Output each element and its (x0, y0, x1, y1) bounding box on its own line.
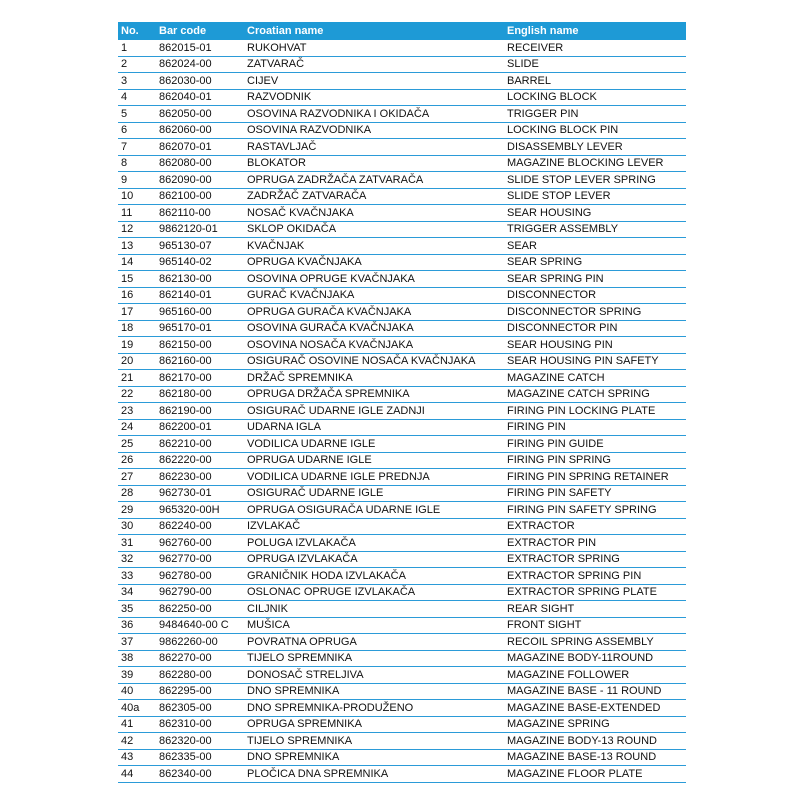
table-row (118, 733, 686, 750)
cell-barcode: 965320-00H (156, 502, 244, 519)
table-row (118, 337, 686, 354)
cell-barcode: 862250-00 (156, 601, 244, 618)
cell-barcode: 862090-00 (156, 172, 244, 189)
table-row (118, 749, 686, 766)
cell-barcode: 862280-00 (156, 667, 244, 684)
cell-barcode: 862240-00 (156, 518, 244, 535)
cell-croatian-name: RUKOHVAT (244, 40, 504, 56)
table-row (118, 386, 686, 403)
table-row (118, 601, 686, 618)
cell-no: 31 (118, 535, 156, 552)
cell-no: 44 (118, 766, 156, 783)
cell-english-name: DISCONNECTOR (504, 287, 686, 304)
cell-barcode: 862030-00 (156, 73, 244, 90)
cell-barcode: 862295-00 (156, 683, 244, 700)
cell-croatian-name: CILJNIK (244, 601, 504, 618)
table-row (118, 122, 686, 139)
cell-croatian-name: POVRATNA OPRUGA (244, 634, 504, 651)
cell-barcode: 862320-00 (156, 733, 244, 750)
cell-barcode: 862310-00 (156, 716, 244, 733)
table-row (118, 139, 686, 156)
cell-english-name: SLIDE STOP LEVER SPRING (504, 172, 686, 189)
cell-barcode: 862305-00 (156, 700, 244, 717)
cell-croatian-name: CIJEV (244, 73, 504, 90)
parts-table (118, 22, 686, 783)
table-row (118, 320, 686, 337)
table-header (118, 22, 686, 40)
table-row (118, 452, 686, 469)
table-row (118, 568, 686, 585)
table-row (118, 436, 686, 453)
cell-english-name: MAGAZINE FOLLOWER (504, 667, 686, 684)
cell-croatian-name: OSOVINA OPRUGE KVAČNJAKA (244, 271, 504, 288)
cell-no: 3 (118, 73, 156, 90)
cell-english-name: SEAR HOUSING PIN SAFETY (504, 353, 686, 370)
cell-barcode: 862024-00 (156, 56, 244, 73)
cell-english-name: FIRING PIN LOCKING PLATE (504, 403, 686, 420)
cell-croatian-name: DRŽAČ SPREMNIKA (244, 370, 504, 387)
cell-no: 26 (118, 452, 156, 469)
cell-english-name: EXTRACTOR PIN (504, 535, 686, 552)
cell-no: 10 (118, 188, 156, 205)
cell-croatian-name: OSIGURAČ OSOVINE NOSAČA KVAČNJAKA (244, 353, 504, 370)
cell-english-name: MAGAZINE BASE-13 ROUND (504, 749, 686, 766)
cell-no: 15 (118, 271, 156, 288)
cell-no: 7 (118, 139, 156, 156)
cell-no: 9 (118, 172, 156, 189)
cell-croatian-name: DNO SPREMNIKA (244, 749, 504, 766)
header-english-name: English name (504, 22, 686, 40)
cell-no: 16 (118, 287, 156, 304)
cell-croatian-name: DNO SPREMNIKA (244, 683, 504, 700)
cell-no: 5 (118, 106, 156, 123)
cell-barcode: 965130-07 (156, 238, 244, 255)
cell-english-name: MAGAZINE CATCH (504, 370, 686, 387)
cell-no: 23 (118, 403, 156, 420)
cell-english-name: SEAR (504, 238, 686, 255)
cell-barcode: 862220-00 (156, 452, 244, 469)
cell-english-name: LOCKING BLOCK PIN (504, 122, 686, 139)
cell-no: 34 (118, 584, 156, 601)
cell-croatian-name: OPRUGA DRŽAČA SPREMNIKA (244, 386, 504, 403)
cell-croatian-name: DONOSAČ STRELJIVA (244, 667, 504, 684)
cell-no: 38 (118, 650, 156, 667)
table-row (118, 485, 686, 502)
cell-no: 40a (118, 700, 156, 717)
cell-barcode: 9484640-00 C (156, 617, 244, 634)
cell-croatian-name: OSIGURAČ UDARNE IGLE ZADNJI (244, 403, 504, 420)
cell-english-name: MAGAZINE BODY-13 ROUND (504, 733, 686, 750)
cell-no: 32 (118, 551, 156, 568)
cell-english-name: SLIDE STOP LEVER (504, 188, 686, 205)
cell-barcode: 862160-00 (156, 353, 244, 370)
cell-barcode: 862110-00 (156, 205, 244, 222)
cell-croatian-name: RASTAVLJAČ (244, 139, 504, 156)
cell-croatian-name: OPRUGA KVAČNJAKA (244, 254, 504, 271)
cell-no: 24 (118, 419, 156, 436)
cell-english-name: FIRING PIN GUIDE (504, 436, 686, 453)
cell-barcode: 862230-00 (156, 469, 244, 486)
cell-barcode: 862340-00 (156, 766, 244, 783)
header-no: No. (118, 22, 156, 40)
table-row (118, 40, 686, 56)
table-row (118, 683, 686, 700)
cell-croatian-name: PLOČICA DNA SPREMNIKA (244, 766, 504, 783)
cell-no: 28 (118, 485, 156, 502)
cell-barcode: 862180-00 (156, 386, 244, 403)
cell-no: 19 (118, 337, 156, 354)
cell-croatian-name: RAZVODNIK (244, 89, 504, 106)
table-row (118, 634, 686, 651)
cell-no: 8 (118, 155, 156, 172)
cell-english-name: MAGAZINE BLOCKING LEVER (504, 155, 686, 172)
cell-no: 1 (118, 40, 156, 56)
cell-croatian-name: ZADRŽAČ ZATVARAČA (244, 188, 504, 205)
table-row (118, 502, 686, 519)
table-row (118, 667, 686, 684)
cell-no: 33 (118, 568, 156, 585)
cell-no: 11 (118, 205, 156, 222)
table-row (118, 172, 686, 189)
cell-english-name: EXTRACTOR (504, 518, 686, 535)
table-row (118, 469, 686, 486)
table-row (118, 56, 686, 73)
cell-barcode: 962770-00 (156, 551, 244, 568)
cell-english-name: MAGAZINE BASE-EXTENDED (504, 700, 686, 717)
cell-english-name: TRIGGER PIN (504, 106, 686, 123)
cell-english-name: FIRING PIN (504, 419, 686, 436)
cell-croatian-name: OPRUGA OSIGURAČA UDARNE IGLE (244, 502, 504, 519)
cell-croatian-name: SKLOP OKIDAČA (244, 221, 504, 238)
cell-barcode: 862050-00 (156, 106, 244, 123)
cell-english-name: SEAR SPRING (504, 254, 686, 271)
cell-croatian-name: ZATVARAČ (244, 56, 504, 73)
cell-english-name: RECEIVER (504, 40, 686, 56)
cell-barcode: 962730-01 (156, 485, 244, 502)
cell-barcode: 862080-00 (156, 155, 244, 172)
cell-croatian-name: VODILICA UDARNE IGLE (244, 436, 504, 453)
cell-english-name: FIRING PIN SPRING RETAINER (504, 469, 686, 486)
table-row (118, 650, 686, 667)
table-row (118, 106, 686, 123)
cell-no: 17 (118, 304, 156, 321)
cell-english-name: SEAR SPRING PIN (504, 271, 686, 288)
table-row (118, 535, 686, 552)
cell-no: 40 (118, 683, 156, 700)
cell-english-name: SEAR HOUSING (504, 205, 686, 222)
cell-english-name: RECOIL SPRING ASSEMBLY (504, 634, 686, 651)
cell-barcode: 862060-00 (156, 122, 244, 139)
cell-croatian-name: TIJELO SPREMNIKA (244, 650, 504, 667)
cell-barcode: 862140-01 (156, 287, 244, 304)
cell-croatian-name: OSOVINA NOSAČA KVAČNJAKA (244, 337, 504, 354)
cell-english-name: FIRING PIN SPRING (504, 452, 686, 469)
cell-no: 42 (118, 733, 156, 750)
table-row (118, 518, 686, 535)
cell-no: 25 (118, 436, 156, 453)
cell-croatian-name: POLUGA IZVLAKAČA (244, 535, 504, 552)
cell-croatian-name: OSOVINA RAZVODNIKA I OKIDAČA (244, 106, 504, 123)
cell-croatian-name: OPRUGA IZVLAKAČA (244, 551, 504, 568)
table-row (118, 419, 686, 436)
cell-no: 29 (118, 502, 156, 519)
cell-no: 13 (118, 238, 156, 255)
cell-no: 14 (118, 254, 156, 271)
table-row (118, 155, 686, 172)
cell-croatian-name: OSLONAC OPRUGE IZVLAKAČA (244, 584, 504, 601)
table-row (118, 403, 686, 420)
cell-barcode: 9862260-00 (156, 634, 244, 651)
cell-croatian-name: BLOKATOR (244, 155, 504, 172)
cell-english-name: BARREL (504, 73, 686, 90)
cell-barcode: 862200-01 (156, 419, 244, 436)
cell-croatian-name: OSOVINA RAZVODNIKA (244, 122, 504, 139)
cell-english-name: MAGAZINE SPRING (504, 716, 686, 733)
cell-barcode: 9862120-01 (156, 221, 244, 238)
cell-barcode: 862210-00 (156, 436, 244, 453)
cell-no: 18 (118, 320, 156, 337)
cell-barcode: 862270-00 (156, 650, 244, 667)
cell-croatian-name: UDARNA IGLA (244, 419, 504, 436)
cell-croatian-name: OSOVINA GURAČA KVAČNJAKA (244, 320, 504, 337)
cell-barcode: 862150-00 (156, 337, 244, 354)
cell-croatian-name: KVAČNJAK (244, 238, 504, 255)
cell-english-name: EXTRACTOR SPRING PLATE (504, 584, 686, 601)
cell-no: 6 (118, 122, 156, 139)
cell-croatian-name: OPRUGA GURAČA KVAČNJAKA (244, 304, 504, 321)
cell-barcode: 862335-00 (156, 749, 244, 766)
table-row (118, 271, 686, 288)
table-row (118, 353, 686, 370)
table-row (118, 700, 686, 717)
header-barcode: Bar code (156, 22, 244, 40)
cell-no: 21 (118, 370, 156, 387)
cell-no: 30 (118, 518, 156, 535)
table-row (118, 617, 686, 634)
cell-english-name: SLIDE (504, 56, 686, 73)
cell-barcode: 965160-00 (156, 304, 244, 321)
cell-no: 12 (118, 221, 156, 238)
cell-english-name: DISASSEMBLY LEVER (504, 139, 686, 156)
cell-croatian-name: GURAČ KVAČNJAKA (244, 287, 504, 304)
cell-english-name: FRONT SIGHT (504, 617, 686, 634)
cell-no: 36 (118, 617, 156, 634)
cell-english-name: EXTRACTOR SPRING (504, 551, 686, 568)
cell-barcode: 962760-00 (156, 535, 244, 552)
table-row (118, 89, 686, 106)
cell-english-name: DISCONNECTOR PIN (504, 320, 686, 337)
cell-no: 39 (118, 667, 156, 684)
cell-barcode: 862190-00 (156, 403, 244, 420)
cell-croatian-name: DNO SPREMNIKA-PRODUŽENO (244, 700, 504, 717)
table-row (118, 188, 686, 205)
cell-croatian-name: OSIGURAČ UDARNE IGLE (244, 485, 504, 502)
table-row (118, 205, 686, 222)
table-row (118, 287, 686, 304)
table-row (118, 584, 686, 601)
cell-no: 37 (118, 634, 156, 651)
cell-no: 2 (118, 56, 156, 73)
cell-english-name: FIRING PIN SAFETY (504, 485, 686, 502)
table-row (118, 716, 686, 733)
cell-croatian-name: TIJELO SPREMNIKA (244, 733, 504, 750)
cell-english-name: DISCONNECTOR SPRING (504, 304, 686, 321)
cell-croatian-name: NOSAČ KVAČNJAKA (244, 205, 504, 222)
table-row (118, 238, 686, 255)
cell-barcode: 965140-02 (156, 254, 244, 271)
cell-croatian-name: OPRUGA ZADRŽAČA ZATVARAČA (244, 172, 504, 189)
cell-no: 20 (118, 353, 156, 370)
table-row (118, 221, 686, 238)
cell-barcode: 862170-00 (156, 370, 244, 387)
cell-english-name: FIRING PIN SAFETY SPRING (504, 502, 686, 519)
cell-barcode: 965170-01 (156, 320, 244, 337)
table-row (118, 551, 686, 568)
cell-no: 35 (118, 601, 156, 618)
cell-no: 4 (118, 89, 156, 106)
cell-english-name: SEAR HOUSING PIN (504, 337, 686, 354)
cell-croatian-name: OPRUGA UDARNE IGLE (244, 452, 504, 469)
table-row (118, 304, 686, 321)
cell-croatian-name: OPRUGA SPREMNIKA (244, 716, 504, 733)
cell-croatian-name: GRANIČNIK HODA IZVLAKAČA (244, 568, 504, 585)
header-croatian-name: Croatian name (244, 22, 504, 40)
cell-no: 43 (118, 749, 156, 766)
cell-croatian-name: IZVLAKAČ (244, 518, 504, 535)
cell-english-name: LOCKING BLOCK (504, 89, 686, 106)
cell-no: 22 (118, 386, 156, 403)
cell-barcode: 862130-00 (156, 271, 244, 288)
header-row (118, 22, 686, 40)
table-body (118, 40, 686, 782)
cell-croatian-name: VODILICA UDARNE IGLE PREDNJA (244, 469, 504, 486)
cell-barcode: 862070-01 (156, 139, 244, 156)
cell-english-name: REAR SIGHT (504, 601, 686, 618)
cell-barcode: 962790-00 (156, 584, 244, 601)
table-row (118, 73, 686, 90)
cell-barcode: 862040-01 (156, 89, 244, 106)
cell-barcode: 862015-01 (156, 40, 244, 56)
cell-english-name: EXTRACTOR SPRING PIN (504, 568, 686, 585)
cell-croatian-name: MUŠICA (244, 617, 504, 634)
cell-english-name: MAGAZINE BODY-11ROUND (504, 650, 686, 667)
cell-english-name: TRIGGER ASSEMBLY (504, 221, 686, 238)
cell-english-name: MAGAZINE CATCH SPRING (504, 386, 686, 403)
cell-english-name: MAGAZINE BASE - 11 ROUND (504, 683, 686, 700)
cell-no: 27 (118, 469, 156, 486)
table-row (118, 254, 686, 271)
table-row (118, 766, 686, 783)
cell-barcode: 862100-00 (156, 188, 244, 205)
cell-no: 41 (118, 716, 156, 733)
cell-english-name: MAGAZINE FLOOR PLATE (504, 766, 686, 783)
table-row (118, 370, 686, 387)
cell-barcode: 962780-00 (156, 568, 244, 585)
